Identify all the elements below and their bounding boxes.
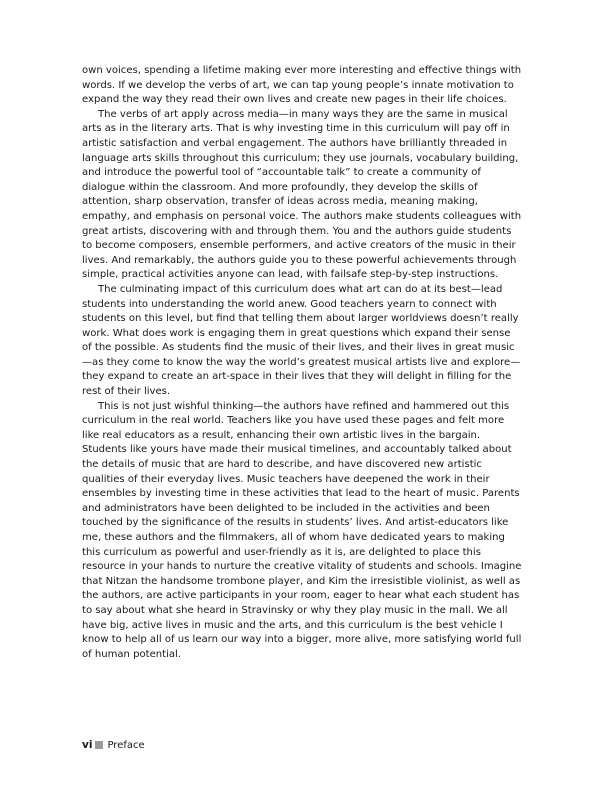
paragraph-continued: own voices, spending a lifetime making ever more interesting and effective things with words. If we develop the verbs of art, we can tap young people’s innate motivation to expand the way they read their own lives and create new pages in their life choices.: [82, 65, 522, 106]
paragraph-culminating-impact: The culminating impact of this curriculum does what art can do at its best—lead students into understanding the world anew. Good teachers yearn to connect with students on this level, but find that telling them about larger worldviews doesn’t really work. What does work is engaging them in great questions which expand their sense of the possible. As students find the music of their lives, and their lives in great music—as they come to know the way the world’s greatest musical artists live and explore—they expand to create an art-space in their lives that they will delight in filling for the rest of their lives.: [82, 283, 521, 398]
paragraph-not-wishful-thinking: This is not just wishful thinking—the authors have refined and hammered out this curriculum in the real world. Teachers like you have used these pages and felt more like real educators as a result, enhancing their own artistic lives in the bargain. Students like yours have made their musical timelines, and accountably talked about the details of music that are hard to describe, and have discovered new artistic qualities of their everyday lives. Music teachers have deepened the work in their ensembles by investing time in these activities that lead to the heart of music. Parents and administrators have been delighted to be included in the activities and been touched by the significance of the results in students’ lives. And artist-educators like me, these authors and the filmmakers, all of whom have dedicated years to making this curriculum as powerful and user-friendly as it is, are delighted to place this resource in your hands to nurture the creative vitality of students and schools. Imagine that Nitzan the handsome trombone player, and Kim the irresistible violinist, as well as the authors, are active participants in your room, eager to hear what each student has to say about what she heard in Stravinsky or why they play music in the mall. We all have big, active lives in music and the arts, and this curriculum is the best vehicle I know to help all of us learn our way into a bigger, more alive, more satisfying world full of human potential.: [82, 400, 522, 660]
page-footer: [82, 739, 145, 751]
footer-square-marker: [95, 741, 103, 749]
running-head: Preface: [107, 739, 145, 751]
paragraph-verbs-of-art: The verbs of art apply across media—in many ways they are the same in musical arts as in the literary arts. That is why investing time in this curriculum will pay off in artistic satisfaction and verbal engagement. The authors have brilliantly threaded in language arts skills throughout this curriculum; they use journals, vocabulary building, and introduce the powerful tool of “accountable talk” to create a community of dialogue within the classroom. And more profoundly, they develop the skills of attention, sharp observation, transfer of ideas across media, meaning making, empathy, and emphasis on personal voice. The authors make students colleagues with great artists, discovering with and through them. You and the authors guide students to become composers, ensemble performers, and active creators of the music in their lives. And remarkably, the authors guide you to these powerful achievements through simple, practical activities anyone can lead, with failsafe step-by-step instructions.: [82, 108, 522, 281]
page-number: vi: [82, 739, 93, 751]
preface-body: [82, 64, 522, 662]
